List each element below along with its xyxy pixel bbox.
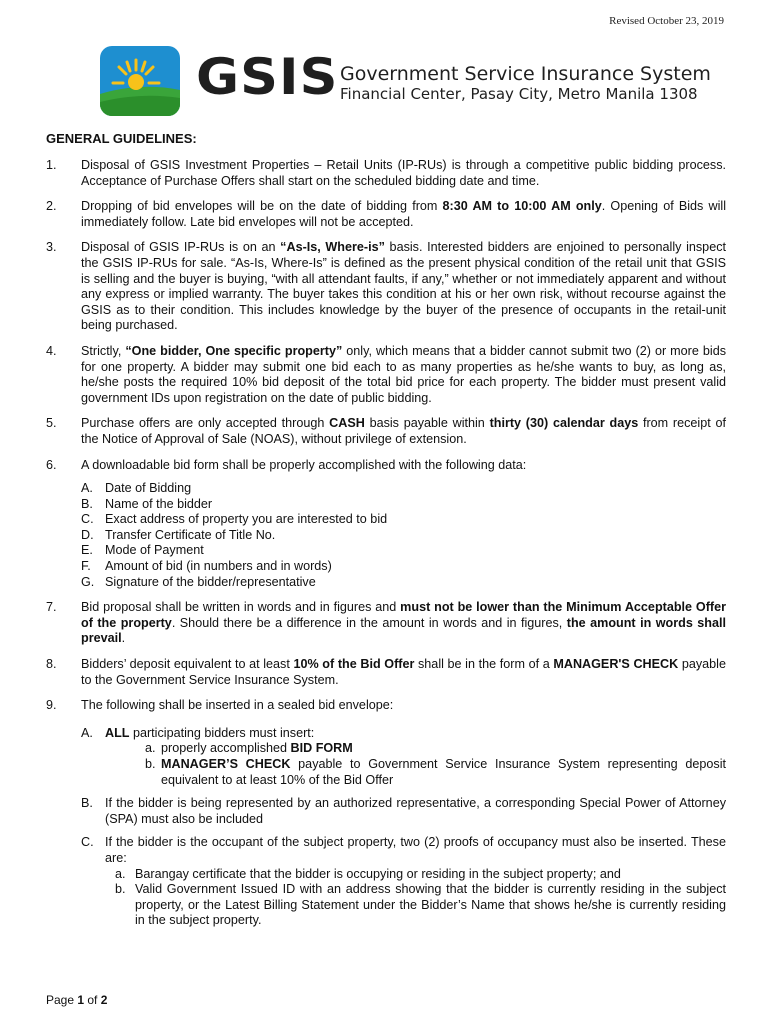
- guideline-6: [46, 458, 726, 591]
- guideline-7: [46, 600, 726, 647]
- guidelines-list: [46, 158, 726, 947]
- bid-form-field: C. Exact address of property you are interested to bid: [81, 512, 388, 527]
- envelope-item-b: B. If the bidder is being represented by an authorized representative, a corresponding Special Power of Attorney (SPA) must also be included: [81, 796, 726, 826]
- envelope-item-c: C. If the bidder is the occupant of the subject property, two (2) proofs of occupancy must also be inserted. These are: a. Barangay certificate that the bidder is occupying or residing in the subject property; and b. Valid Government Issued ID with an address showing that the bidder is currently residing in the subject property, or the Latest Billing Statement under the Bidder’s Name that shows he/she is currently residing in the subject property.: [81, 835, 726, 928]
- guideline-5: [46, 416, 726, 447]
- logo-address: Financial Center, Pasay City, Metro Manila 1308: [340, 85, 698, 103]
- item-number: 7.: [46, 600, 57, 615]
- item-number: 5.: [46, 416, 57, 431]
- guideline-4: [46, 344, 726, 406]
- guideline-3: [46, 240, 726, 334]
- item-number: 1.: [46, 158, 57, 172]
- bid-form-requirement: a. properly accomplished BID FORM: [145, 741, 353, 756]
- gsis-logo: [100, 46, 711, 120]
- item-text: Strictly, “One bidder, One specific property” only, which means that a bidder cannot submit two (2) or more bids for one property. A bidder may submit one bid each to as many properties as he/she wants to buy, as long as, he/she posts the required 10% bid deposit of the total bid price for each property. The bidder must present valid government IDs upon registration on the date of public bidding.: [81, 343, 726, 405]
- item-text: Purchase offers are only accepted through CASH basis payable within thirty (30) calendar days from receipt of the Notice of Approval of Sale (NOAS), without privilege of extension.: [81, 416, 726, 446]
- envelope-item-a: A. ALL participating bidders must insert: a. properly accomplished BID FORM b. MANAGER’S CHECK payable to Government Service Insurance System representing deposit equivalent to at least 10% of the Bid Offer: [81, 725, 726, 787]
- item-text: A downloadable bid form shall be properly accomplished with the following data: A. Date of Bidding B. Name of the bidder C. Exact address of property you are interested to bid D. Transfer Certificate of Title No. E. Mode of Payment F. Amount of bid (in numbers and in words) G. Signature of the bidder/representative: [81, 458, 726, 591]
- guideline-1: [46, 158, 726, 189]
- revision-date: Revised October 23, 2019: [609, 15, 724, 27]
- occupancy-proof-b: b. Valid Government Issued ID with an address showing that the bidder is currently residing in the subject property, or the Latest Billing Statement under the Bidder’s Name that shows he/she is currently residing in the subject property.: [115, 882, 726, 928]
- envelope-contents: [81, 726, 726, 929]
- guideline-9: [46, 698, 726, 937]
- item-text: Dropping of bid envelopes will be on the date of bidding from 8:30 AM to 10:00 AM only. Opening of Bids will immediately follow. Late bid envelopes will not be accepted.: [81, 199, 726, 229]
- item-number: 3.: [46, 240, 57, 255]
- bid-form-field: D. Transfer Certificate of Title No.: [81, 527, 276, 542]
- item-number: 4.: [46, 343, 57, 358]
- guideline-8: [46, 657, 726, 688]
- managers-check-requirement: b. MANAGER’S CHECK payable to Government Service Insurance System representing deposit equivalent to at least 10% of the Bid Offer: [145, 757, 726, 787]
- item-text: Disposal of GSIS IP-RUs is on an “As-Is, Where-is” basis. Interested bidders are enjoined to personally inspect the GSIS IP-RUs for sale. “As-Is, Where-Is” is defined as the present physical condition of the retail unit that GSIS is selling and the buyer is buying, “with all attendant faults, if any,” whether or not immediately apparent and without any express or implied warranty. The buyer takes this condition at his or her own risk, without recourse against the GSIS as to their condition. This includes knowledge by the buyer of the presence of occupants in the retail-unit being purchased.: [81, 240, 726, 333]
- section-heading: GENERAL GUIDELINES:: [46, 131, 197, 146]
- item-text: Bid proposal shall be written in words and in figures and must not be lower than the Minimum Acceptable Offer of the property. Should there be a difference in the amount in words and in figures, the amount in words shall prevail.: [81, 600, 726, 646]
- bid-form-field: B. Name of the bidder: [81, 496, 213, 511]
- occupancy-proof-a: a. Barangay certificate that the bidder is occupying or residing in the subject property; and: [115, 866, 621, 881]
- item-text: Bidders’ deposit equivalent to at least 10% of the Bid Offer shall be in the form of a MANAGER'S CHECK payable to the Government Service Insurance System.: [81, 657, 726, 687]
- item-text: The following shall be inserted in a sealed bid envelope: A. ALL participating bidders must insert: a. properly accomplished BID FORM b. MANAGER’S CHECK payable to Government Service Insurance System representing deposit equivalent to at least 10% of the Bid Offer B. If the bidder is being represented by an authorized representative, a corresponding Special Power of Attorney (SPA) must also be included C. If the bidder is the occupant of the subject property, two (2) proofs of occupancy must also be inserted. These are: a. Barangay certificate that the bidder is occupying or residing in the subject property; and b. Valid Government Issued ID with an address showing that the bidder is currently residing in the subject property, or the Latest Billing Statement under the Bidder’s Name that shows he/she is currently residing in the subject property.: [81, 698, 726, 928]
- item-number: 9.: [46, 698, 57, 713]
- item-number: 6.: [46, 457, 57, 472]
- bid-form-field: E. Mode of Payment: [81, 543, 204, 558]
- item-number: 8.: [46, 657, 57, 672]
- gsis-emblem-icon: [100, 46, 180, 116]
- logo-wordmark: GSIS: [196, 48, 339, 106]
- bid-form-field: G. Signature of the bidder/representative: [81, 574, 316, 589]
- bid-form-field: F. Amount of bid (in numbers and in words): [81, 559, 332, 574]
- page-number: Page 1 of 2: [46, 993, 108, 1007]
- bid-form-field: A. Date of Bidding: [81, 481, 192, 496]
- item-number: 2.: [46, 199, 57, 214]
- item-text: Disposal of GSIS Investment Properties – Retail Units (IP-RUs) is through a competitive public bidding process. Acceptance of Purchase Offers shall start on the scheduled bidding date and time.: [81, 158, 726, 188]
- logo-org-name: Government Service Insurance System: [340, 63, 711, 85]
- bid-form-data-list: [81, 481, 726, 590]
- guideline-2: [46, 199, 726, 230]
